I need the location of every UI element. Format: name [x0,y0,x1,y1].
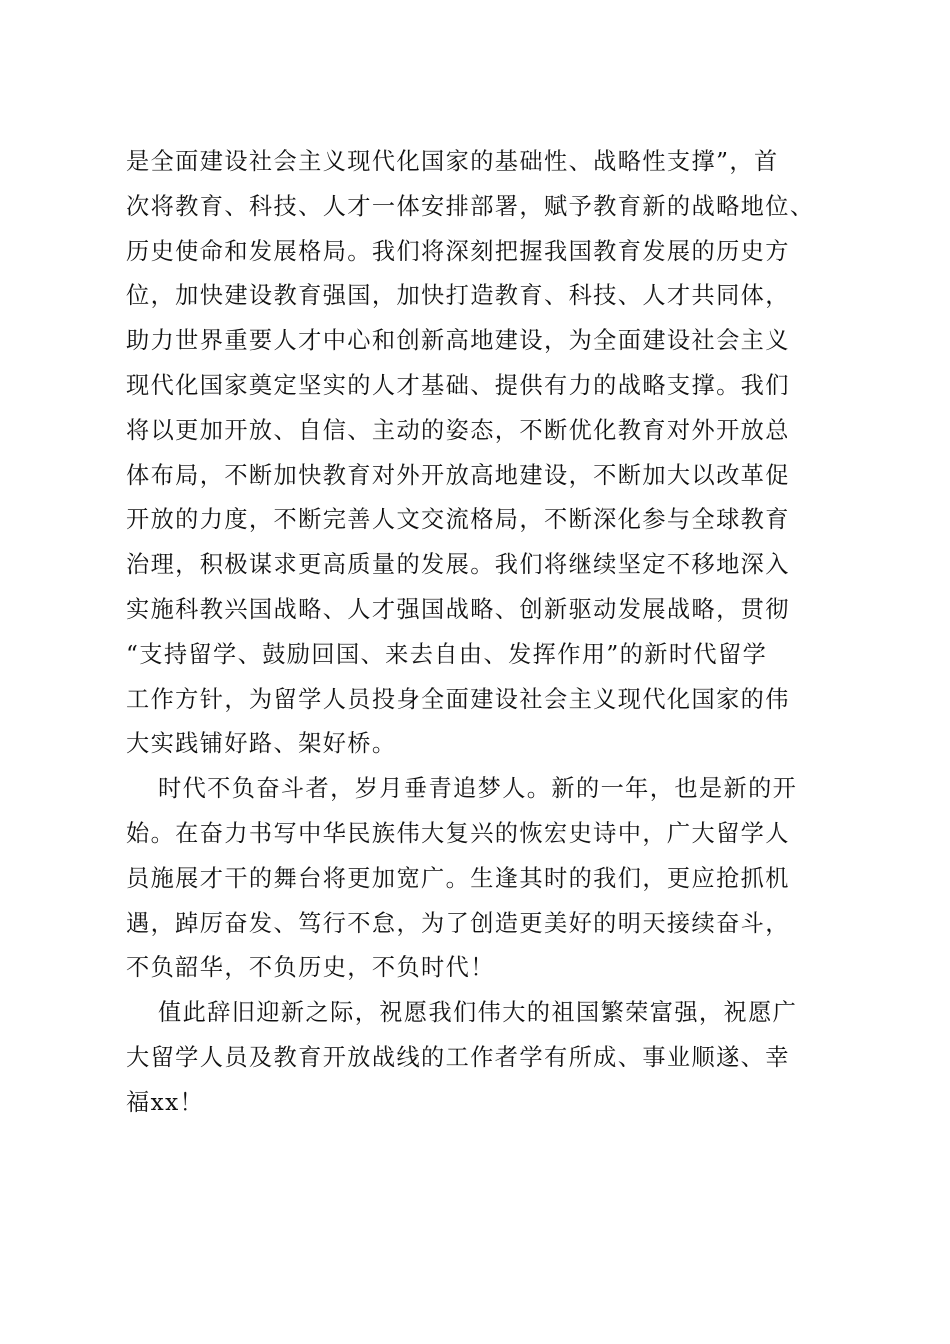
text-line: 大实践铺好路、架好桥。 [126,730,397,758]
text-line: 实施科教兴国战略、人才强国战略、创新驱动发展战略，贯彻 [126,595,790,623]
text-line: 现代化国家奠定坚实的人才基础、提供有力的战略支撑。我们 [126,371,790,399]
text-line: 员施展才干的舞台将更加宽广。生逢其时的我们，更应抢抓机 [126,864,790,892]
text-line-first: 时代不负奋斗者，岁月垂青追梦人。新的一年，也是新的开 [158,775,798,803]
text-line: “支持留学、鼓励回国、来去自由、发挥作用”的新时代留学 [126,640,768,668]
text-line: 是全面建设社会主义现代化国家的基础性、战略性支撑”，首 [126,148,779,175]
text-line: 治理，积极谋求更高质量的发展。我们将继续坚定不移地深入 [126,551,790,579]
paragraph-era [126,767,826,991]
paragraph-continuation [126,140,826,767]
text-line: 开放的力度，不断完善人文交流格局，不断深化参与全球教育 [126,506,790,534]
text-line: 次将教育、科技、人才一体安排部署，赋予教育新的战略地位、 [126,192,815,220]
text-line-first: 值此辞旧迎新之际，祝愿我们伟大的祖国繁荣富强，祝愿广 [158,999,798,1027]
text-line: 体布局，不断加快教育对外开放高地建设，不断加大以改革促 [126,461,790,489]
text-line: 不负韶华，不负历史，不负时代！ [126,954,495,982]
text-line: 位，加快建设教育强国，加快打造教育、科技、人才共同体， [126,282,790,310]
text-line: 工作方针，为留学人员投身全面建设社会主义现代化国家的伟 [126,685,790,713]
text-line: 大留学人员及教育开放战线的工作者学有所成、事业顺遂、幸 [126,1043,790,1071]
text-line: 始。在奋力书写中华民族伟大复兴的恢宏史诗中，广大留学人 [126,819,790,847]
text-line: 福xx！ [126,1088,205,1116]
document-body [126,140,826,1126]
text-line: 助力世界重要人才中心和创新高地建设，为全面建设社会主义 [126,327,790,355]
text-line: 历史使命和发展格局。我们将深刻把握我国教育发展的历史方 [126,237,790,265]
text-line: 将以更加开放、自信、主动的姿态，不断优化教育对外开放总 [126,416,790,444]
paragraph-closing-wishes [126,991,826,1125]
text-line: 遇，踔厉奋发、笃行不怠，为了创造更美好的明天接续奋斗， [126,909,790,937]
